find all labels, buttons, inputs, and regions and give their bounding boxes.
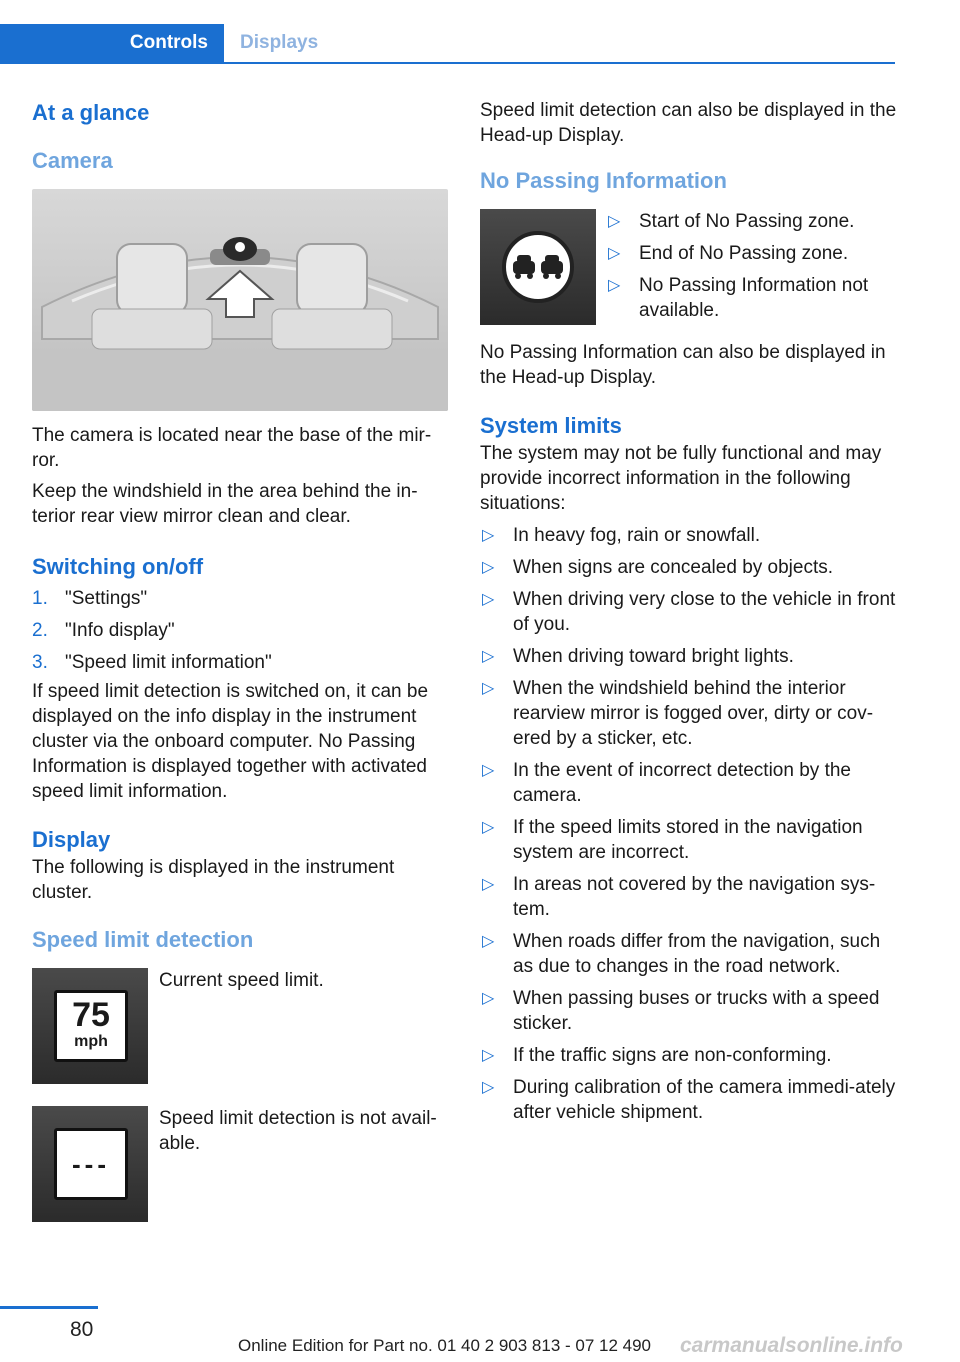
list-item: ▷ If the speed limits stored in the navigation system are incorrect. [482,817,863,863]
heading-system-limits: System limits [480,413,622,438]
sign-row-unavailable [32,1106,450,1222]
list-item: ▷ Start of No Passing zone. [608,211,855,232]
list-item: ▷ In areas not covered by the navigation sys-tem. [482,874,876,920]
page-number: 80 [70,1318,94,1341]
triangle-bullet-icon: ▷ [482,762,495,779]
unavailable-text: Speed limit detection is not avail-able. [159,1108,437,1154]
edition-text: Online Edition for Part no. 01 40 2 903 813 - 07 12 490 [238,1336,652,1355]
triangle-bullet-icon: ▷ [608,245,621,262]
list-item: ▷ When driving toward bright lights. [482,646,794,667]
triangle-bullet-icon: ▷ [608,277,621,294]
no-passing-list [606,209,898,323]
switching-steps [32,586,450,675]
triangle-bullet-icon: ▷ [482,990,495,1007]
list-item: ▷ No Passing Information not available. [608,275,869,321]
list-item: ▷ When roads differ from the navigation, such as due to changes in the road network. [482,931,881,977]
triangle-bullet-icon: ▷ [608,213,621,230]
triangle-bullet-icon: ▷ [482,876,495,893]
camera-location-text: The camera is located near the base of the mir-ror. [32,425,432,471]
triangle-bullet-icon: ▷ [482,591,495,608]
heading-display: Display [32,827,111,852]
speed-sign-face [54,990,128,1062]
triangle-bullet-icon: ▷ [482,1047,495,1064]
heading-at-a-glance: At a glance [32,100,150,125]
list-item: ▷ During calibration of the camera immedi-ately after vehicle shipment. [482,1077,896,1123]
speed-limit-75-icon [32,968,148,1084]
triangle-bullet-icon: ▷ [482,680,495,697]
triangle-bullet-icon: ▷ [482,1079,495,1096]
triangle-bullet-icon: ▷ [482,648,495,665]
triangle-bullet-icon: ▷ [482,527,495,544]
step-item: 2. "Info display" [32,620,175,641]
no-passing-row [480,209,898,330]
list-item: ▷ When passing buses or trucks with a speed sticker. [482,988,880,1034]
list-item: ▷ When driving very close to the vehicle in front of you. [482,589,896,635]
heading-camera: Camera [32,148,113,173]
display-text: The following is displayed in the instrument cluster. [32,857,395,903]
current-speed-text: Current speed limit. [159,970,324,991]
tab-displays[interactable]: Displays [240,32,319,53]
hud-speed-text: Speed limit detection can also be displayed in the Head-up Display. [480,100,897,146]
system-limits-text: The system may not be fully functional and may provide incorrect information in the following situations: [480,443,882,514]
speed-number: 75 [72,996,110,1034]
unavailable-sign-face [54,1128,128,1200]
hud-no-passing-text: No Passing Information can also be displayed in the Head-up Display. [480,342,886,388]
camera-location-illustration [32,189,448,411]
list-item: ▷ When the windshield behind the interior rearview mirror is fogged over, dirty or cov-ered by a sticker, etc. [482,678,874,749]
switching-text: If speed limit detection is switched on, it can be displayed on the info display in the instrument cluster via the onboard computer. No Passing Information is displayed together with activated speed limit information. [32,681,429,802]
sign-row-current [32,968,450,1084]
heading-no-passing: No Passing Information [480,168,727,193]
list-item: ▷ End of No Passing zone. [608,243,849,264]
step-item: 3. "Speed limit information" [32,652,272,673]
list-item: ▷ In heavy fog, rain or snowfall. [482,525,761,546]
camera-clean-text: Keep the windshield in the area behind the in-terior rear view mirror clean and clear. [32,481,418,527]
heading-speed-limit-detection: Speed limit detection [32,927,254,952]
no-passing-icon [480,209,596,325]
heading-switching: Switching on/off [32,554,204,579]
speed-unit: mph [74,1033,108,1050]
step-item: 1. "Settings" [32,588,148,609]
speed-limit-unavailable-icon [32,1106,148,1222]
list-item: ▷ If the traffic signs are non-conforming. [482,1045,832,1066]
tab-controls[interactable]: Controls [0,24,224,62]
unavailable-dashes: --- [72,1149,110,1179]
right-column [480,98,898,1132]
footer-accent-line [0,1306,98,1309]
left-column [32,98,450,1222]
triangle-bullet-icon: ▷ [482,559,495,576]
list-item: ▷ In the event of incorrect detection by the camera. [482,760,851,806]
triangle-bullet-icon: ▷ [482,819,495,836]
triangle-bullet-icon: ▷ [482,933,495,950]
header-tabs [0,24,895,64]
list-item: ▷ When signs are concealed by objects. [482,557,834,578]
system-limits-list [480,523,898,1125]
watermark: carmanualsonline.info [680,1334,903,1357]
